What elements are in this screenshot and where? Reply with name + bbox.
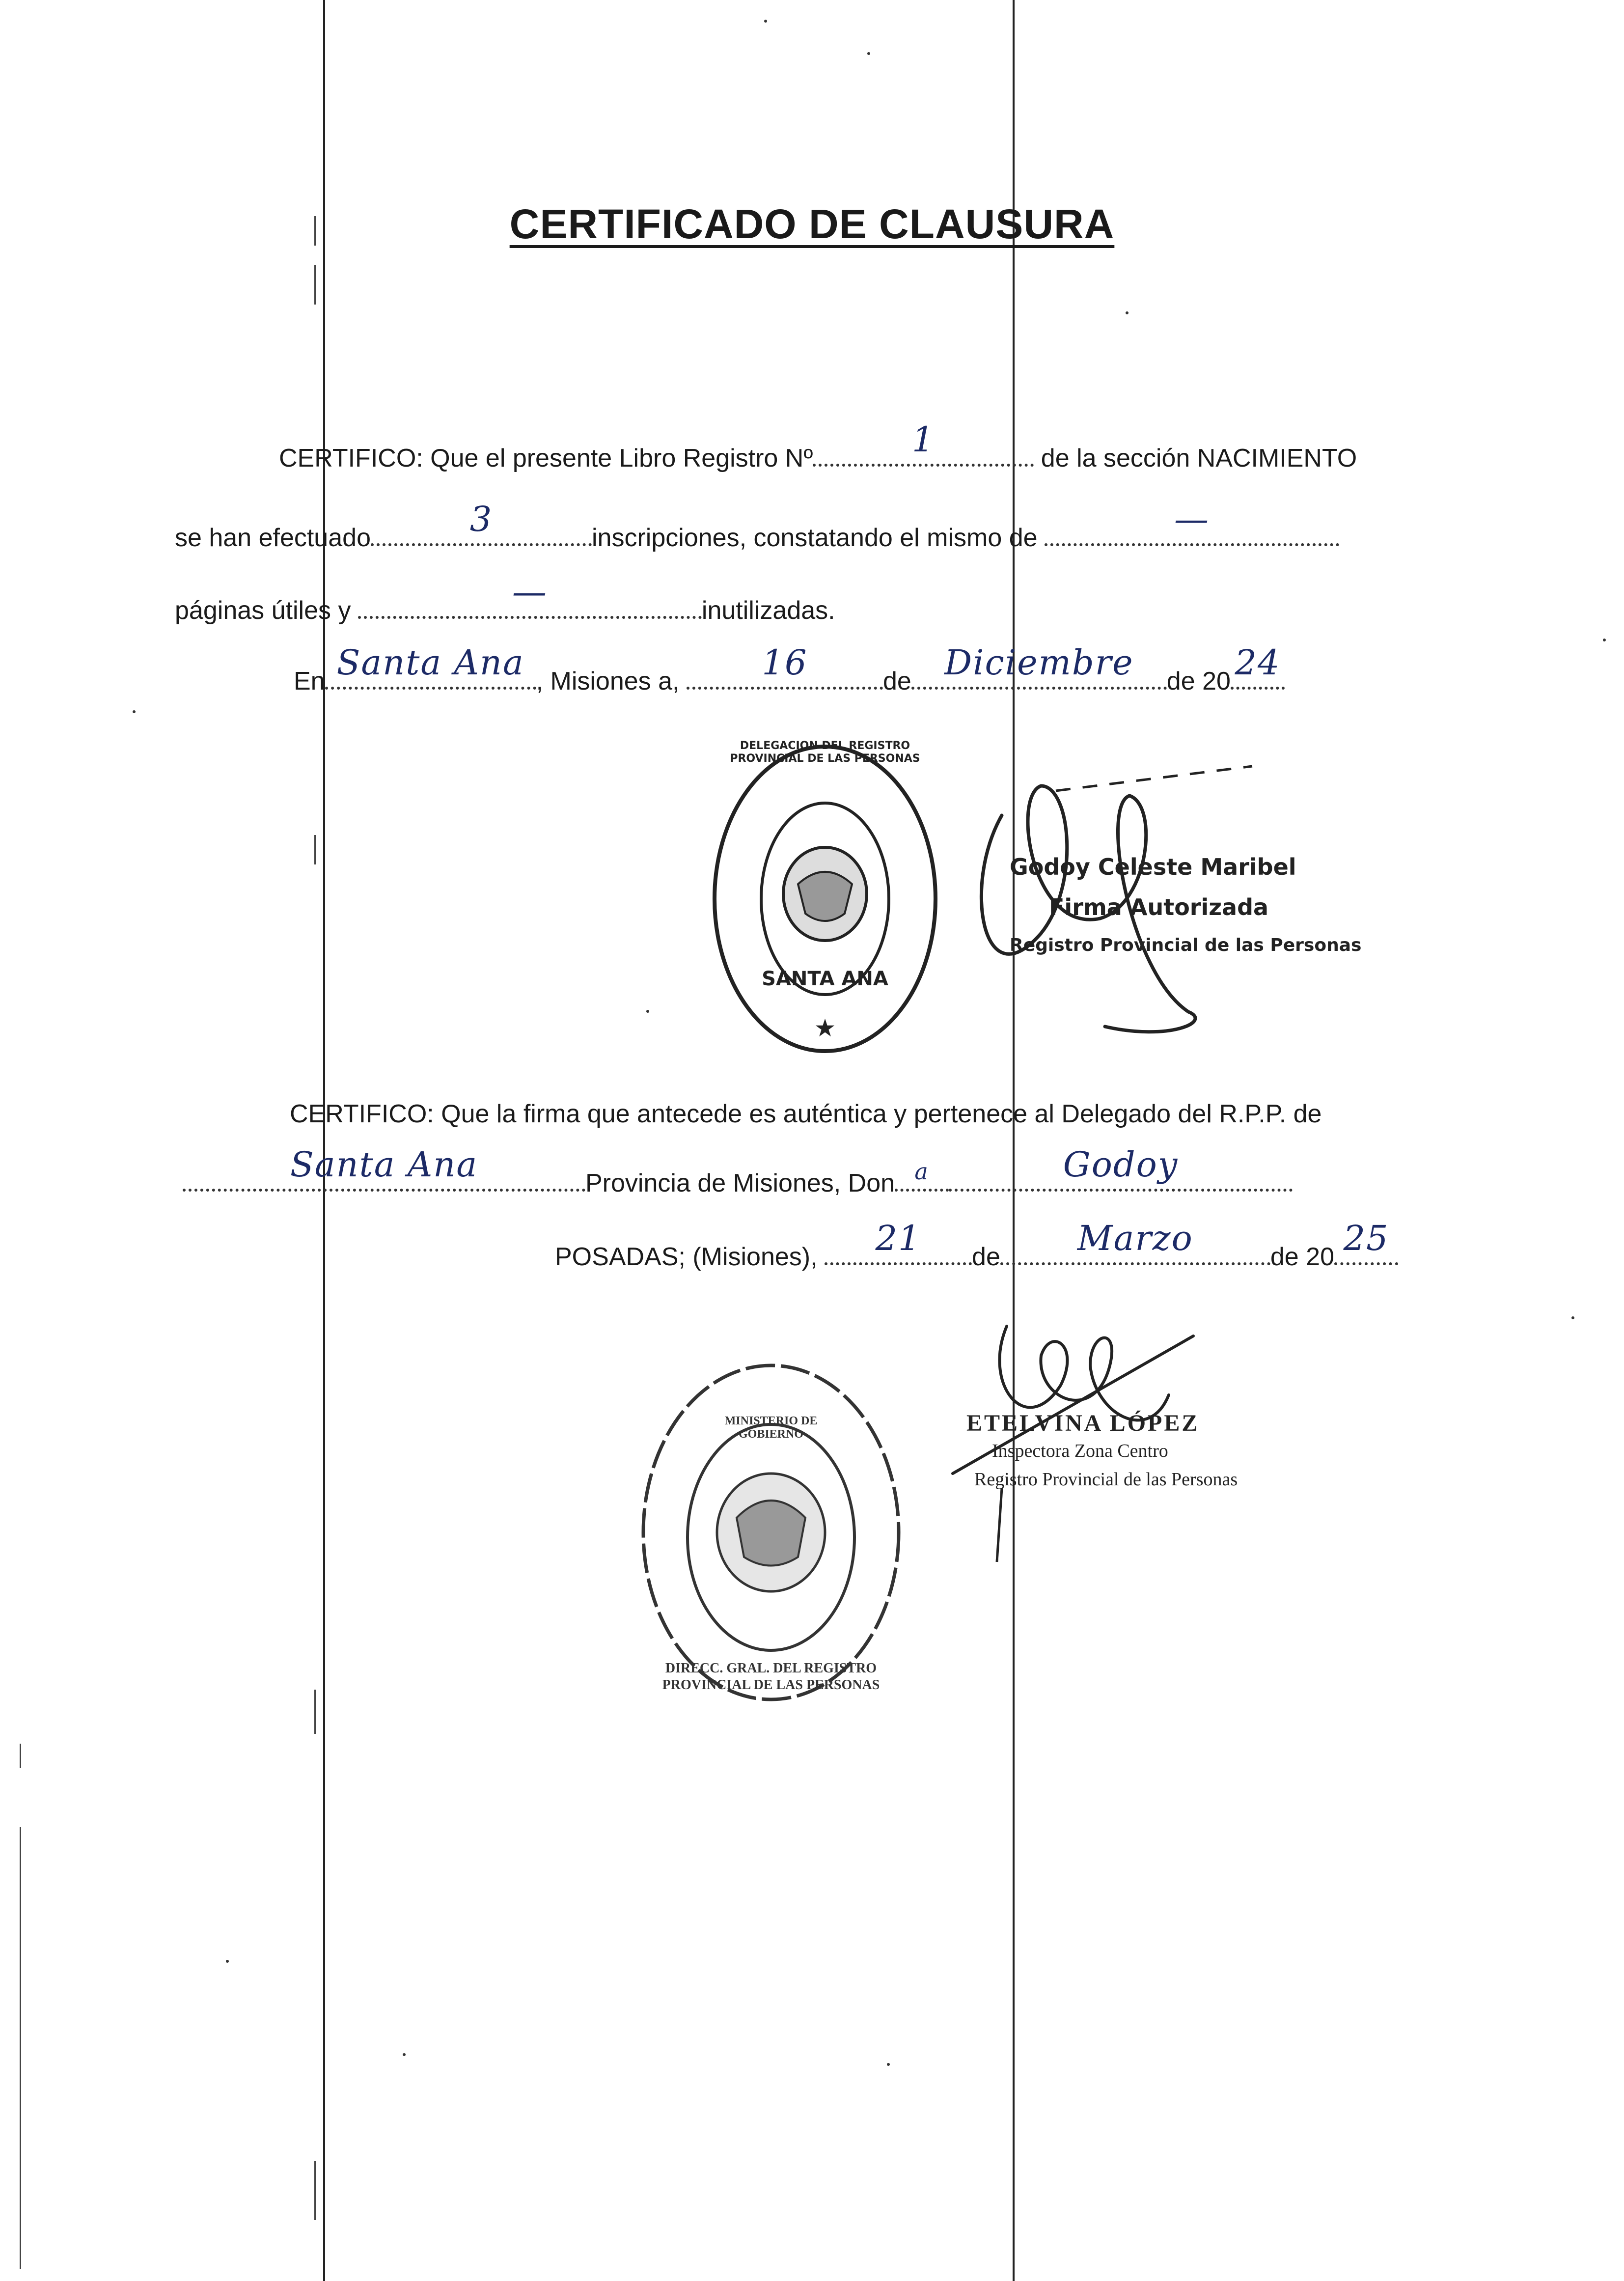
don-suffix-field [895, 1158, 949, 1192]
cert1-line2-prefix: se han efectuado [175, 524, 371, 552]
inutilizadas-field [358, 572, 702, 619]
paginas-utiles-value: — [1174, 499, 1210, 539]
anio2-value: 25 [1343, 1218, 1389, 1258]
cert1-de-label: de [882, 667, 911, 695]
anio2-field [1334, 1218, 1398, 1265]
cert1-line2-middle: inscripciones, constatando el mismo de [592, 524, 1038, 552]
stamp1-outer-text: DELEGACION DEL REGISTRO PROVINCIAL DE LAS PERSONAS [730, 740, 920, 765]
sig2-name: ETELVINA LÓPEZ [966, 1410, 1200, 1436]
apellido-value: Godoy [1063, 1144, 1179, 1185]
sig2-title: Inspectora Zona Centro [992, 1441, 1168, 1461]
dia2-field [825, 1218, 972, 1265]
apellido-field [949, 1144, 1293, 1192]
cert2-line1: CERTIFICO: Que la firma que antecede es auténtica y pertenece al Delegado del R.P.P. de [290, 1100, 1322, 1128]
scan-speck [133, 710, 136, 713]
cert1-line4 [294, 642, 1285, 696]
dia-field [687, 642, 883, 690]
svg-text:★: ★ [814, 1014, 836, 1042]
cert1-line1 [279, 419, 1357, 473]
scan-speck [1571, 1316, 1574, 1319]
cert1-anio-label: de 20 [1166, 667, 1231, 695]
scan-artifact [314, 1690, 316, 1734]
cert1-line3-suffix: inutilizadas. [701, 596, 835, 625]
scan-artifact [314, 265, 316, 305]
inutilizadas-value: — [512, 572, 548, 612]
scan-speck [1603, 639, 1606, 641]
lugar2-value: Santa Ana [290, 1144, 478, 1185]
scan-speck [764, 20, 767, 23]
cert2-line2 [183, 1144, 1293, 1198]
stamp-direccion-general [633, 1356, 908, 1709]
scan-line-center [1013, 0, 1015, 2281]
scan-artifact [314, 835, 316, 864]
anio-value: 24 [1235, 642, 1281, 683]
libro-numero-field [813, 419, 1034, 467]
anio-field [1231, 642, 1285, 690]
cert1-line4-prefix: En [294, 667, 325, 695]
scan-speck [867, 52, 870, 55]
scan-speck [1126, 311, 1129, 314]
cert2-anio-label: de 20 [1270, 1243, 1335, 1271]
document-title: CERTIFICADO DE CLAUSURA [509, 201, 1115, 247]
mes-value: Diciembre [944, 642, 1134, 683]
lugar-field [325, 642, 536, 690]
cert1-line1-suffix: de la sección NACIMIENTO [1041, 444, 1357, 473]
inscripciones-field [371, 499, 592, 546]
inscripciones-value: 3 [469, 499, 493, 539]
scan-artifact [314, 2161, 316, 2220]
scan-artifact [20, 1744, 21, 1768]
mes-field [911, 642, 1167, 690]
cert2-line2-middle: Provincia de Misiones, Don [585, 1169, 895, 1197]
sig1-name: Godoy Celeste Maribel [1010, 854, 1296, 880]
scan-speck [226, 1960, 229, 1963]
sig1-org: Registro Provincial de las Personas [1010, 935, 1362, 955]
don-suffix: a [914, 1158, 929, 1185]
scan-speck [887, 2063, 890, 2066]
cert1-line3-prefix: páginas útiles y [175, 596, 351, 625]
sig1-title: Firma Autorizada [1049, 894, 1269, 920]
sig2-org: Registro Provincial de las Personas [974, 1469, 1238, 1490]
cert1-line1-prefix: CERTIFICO: Que el presente Libro Registro Nº [279, 444, 813, 473]
cert1-line4-misiones: , Misiones a, [536, 667, 680, 695]
scan-speck [646, 1010, 649, 1013]
stamp-delegacion-santa-ana [707, 737, 943, 1061]
cert2-de-label: de [972, 1243, 1000, 1271]
cert2-line3 [555, 1218, 1398, 1272]
dia-value: 16 [762, 642, 808, 683]
stamp1-inner-text: SANTA ANA [762, 968, 888, 990]
libro-numero: 1 [912, 419, 935, 460]
stamp2-outer-text: DIRECC. GRAL. DEL REGISTRO PROVINCIAL DE LAS PERSONAS [662, 1661, 880, 1693]
lugar2-field [183, 1144, 585, 1192]
cert2-line1 [290, 1099, 1321, 1129]
paginas-utiles-field [1045, 499, 1339, 546]
mes2-value: Marzo [1077, 1218, 1193, 1258]
lugar-value: Santa Ana [336, 642, 524, 683]
scan-artifact [20, 1827, 21, 2269]
cert1-line2 [175, 499, 1339, 553]
scan-line-left [323, 0, 325, 2281]
cert1-line3 [175, 572, 835, 625]
dia2-value: 21 [875, 1218, 921, 1258]
scan-speck [403, 2053, 406, 2056]
mes2-field [1000, 1218, 1270, 1265]
cert2-line3-prefix: POSADAS; (Misiones), [555, 1243, 818, 1271]
stamp2-inner-text: MINISTERIO DE GOBIERNO [724, 1415, 818, 1441]
